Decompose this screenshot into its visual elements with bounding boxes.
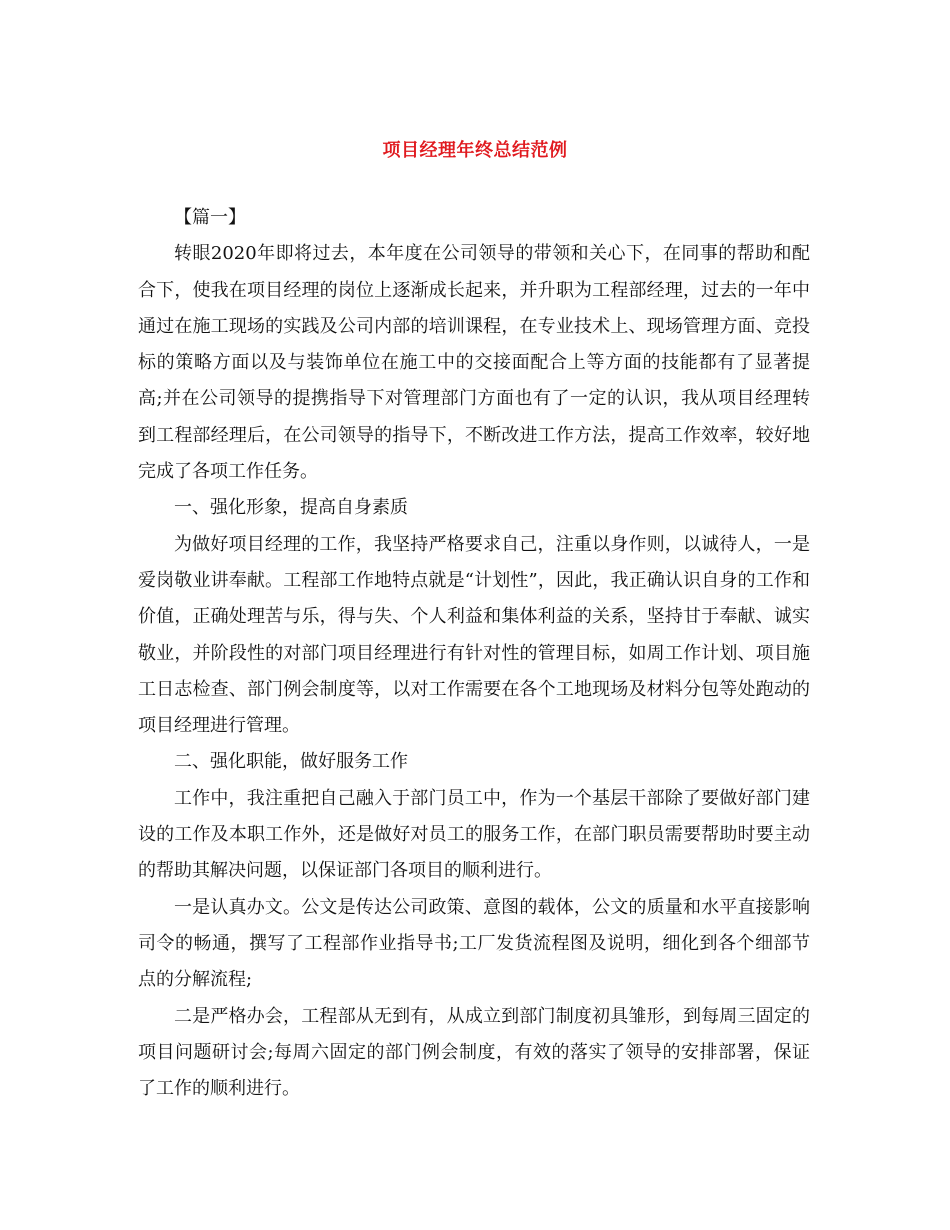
document-body — [138, 200, 810, 1107]
section-label: 【篇一】 — [174, 207, 246, 228]
document-title: 项目经理年终总结范例 — [382, 140, 568, 161]
body-paragraph: 转眼2020年即将过去，本年度在公司领导的带领和关心下，在同事的帮助和配合下，使我在项目经理的岗位上逐渐成长起来，并升职为工程部经理，过去的一年中通过在施工现场的实践及公司内部的培训课程，在专业技术上、现场管理方面、竞投标的策略方面以及与装饰单位在施工中的交接面配合上等方面的技能都有了显著提高;并在公司领导的提携指导下对管理部门方面也有了一定的认识，我从项目经理转到工程部经理后，在公司领导的指导下，不断改进工作方法，提高工作效率，较好地完成了各项工作任务。 — [138, 243, 810, 483]
section-heading: 一、强化形象，提高自身素质 — [174, 497, 408, 519]
body-paragraph: 工作中，我注重把自己融入于部门员工中，作为一个基层干部除了要做好部门建设的工作及本职工作外，还是做好对员工的服务工作，在部门职员需要帮助时要主动的帮助其解决问题，以保证部门各项目的顺利进行。 — [138, 787, 810, 882]
section-heading: 二、强化职能，做好服务工作 — [174, 751, 408, 773]
body-paragraph: 一是认真办文。公文是传达公司政策、意图的载体，公文的质量和水平直接影响司令的畅通，撰写了工程部作业指导书;工厂发货流程图及说明，细化到各个细部节点的分解流程; — [138, 896, 810, 991]
body-paragraph: 为做好项目经理的工作，我坚持严格要求自己，注重以身作则，以诚待人，一是爱岗敬业讲奉献。工程部工作地特点就是“计划性”，因此，我正确认识自身的工作和价值，正确处理苦与乐，得与失、个人利益和集体利益的关系，坚持甘于奉献、诚实敬业，并阶段性的对部门项目经理进行有针对性的管理目标，如周工作计划、项目施工日志检查、部门例会制度等，以对工作需要在各个工地现场及材料分包等处跑动的项目经理进行管理。 — [138, 533, 810, 737]
body-paragraph: 二是严格办会，工程部从无到有，从成立到部门制度初具雏形，到每周三固定的项目问题研讨会;每周六固定的部门例会制度，有效的落实了领导的安排部署，保证了工作的顺利进行。 — [138, 1005, 810, 1100]
